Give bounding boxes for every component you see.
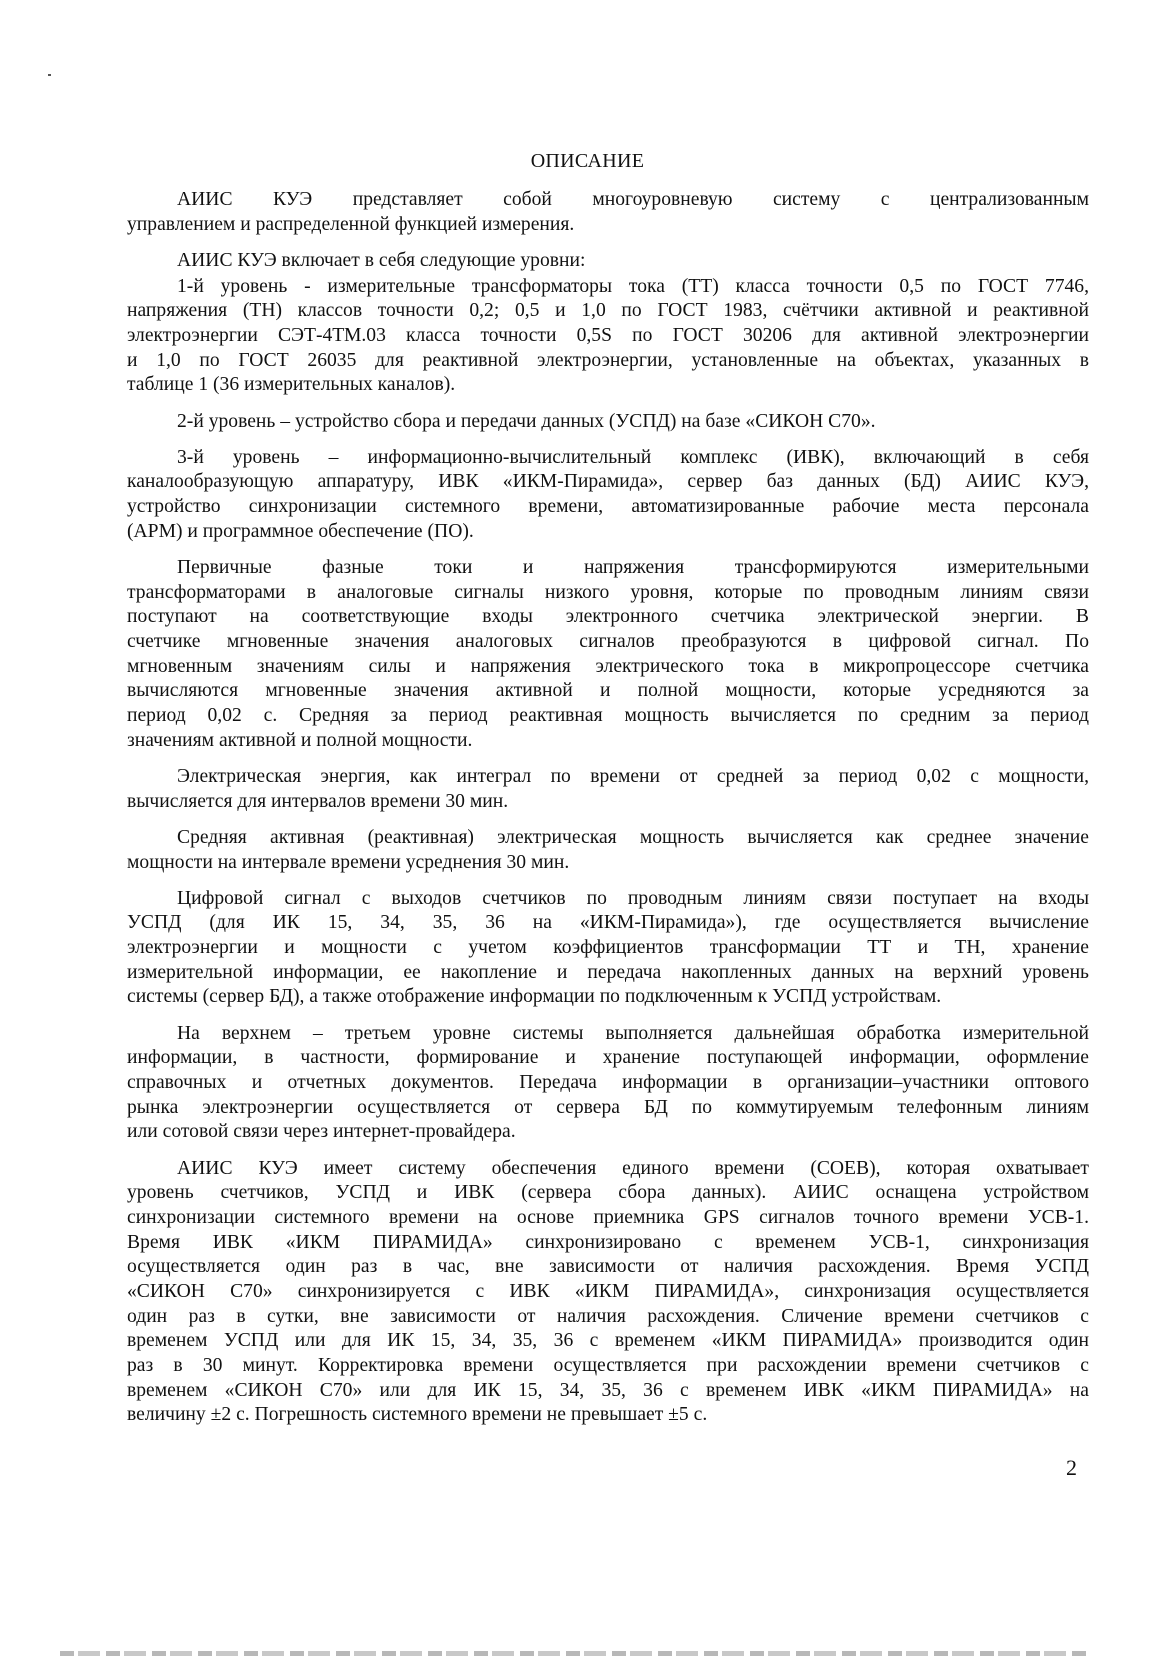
text-line: 2-й уровень – устройство сбора и передачи данных (УСПД) на базе «СИКОН С70». <box>177 410 876 432</box>
paragraph <box>127 275 1089 398</box>
text-line: Первичные фазные токи и напряжения трансформируются измерительными <box>177 556 1089 578</box>
text-line: электроэнергии СЭТ-4ТМ.03 класса точности 0,5S по ГОСТ 30206 для активной электроэнергии <box>127 324 1089 346</box>
text-line: каналообразующую аппаратуру, ИВК «ИКМ-Пирамида», сервер баз данных (БД) АИИС КУЭ, <box>127 471 1089 493</box>
page-number: 2 <box>1066 1455 1077 1480</box>
paragraph <box>127 1022 1089 1145</box>
text-line: информации, в частности, формирование и хранение поступающей информации, оформление <box>127 1047 1089 1069</box>
text-line: измерительной информации, ее накопление и передача накопленных данных на верхний уровень <box>127 961 1089 983</box>
text-line: Электрическая энергия, как интеграл по времени от средней за период 0,02 с мощности, <box>177 765 1089 787</box>
text-line: мгновенным значениям силы и напряжения электрического тока в микропроцессоре счетчика <box>127 655 1089 677</box>
text-line: временем «СИКОН С70» или для ИК 15, 34, 35, 36 с временем ИВК «ИКМ ПИРАМИДА» на <box>127 1379 1089 1401</box>
text-line: вычисляются мгновенные значения активной и полной мощности, которые усредняются за <box>127 680 1089 702</box>
text-line: уровень счетчиков, УСПД и ИВК (сервера сбора данных). АИИС оснащена устройством <box>127 1182 1089 1204</box>
text-line: Время ИВК «ИКМ ПИРАМИДА» синхронизировано с временем УСВ-1, синхронизация <box>127 1231 1089 1253</box>
text-line: трансформаторами в аналоговые сигналы низкого уровня, которые по проводным линиям связи <box>127 581 1089 603</box>
page-title: ОПИСАНИЕ <box>530 150 645 172</box>
paragraph <box>127 1157 1089 1429</box>
text-line: мощности на интервале времени усреднения 30 мин. <box>127 851 570 873</box>
text-line: На верхнем – третьем уровне системы выполняется дальнейшая обработка измерительной <box>177 1022 1089 1044</box>
paragraph <box>127 249 1089 274</box>
text-line: (АРМ) и программное обеспечение (ПО). <box>127 520 474 542</box>
paragraph <box>127 188 1089 237</box>
text-line: электроэнергии и мощности с учетом коэффициентов трансформации ТТ и ТН, хранение <box>127 937 1089 959</box>
document-body <box>127 188 1089 1440</box>
text-line: таблице 1 (36 измерительных каналов). <box>127 374 456 396</box>
text-line: поступают на соответствующие входы электронного счетчика электрической энергии. В <box>127 606 1089 628</box>
paragraph <box>127 446 1089 545</box>
text-line: справочных и отчетных документов. Передача информации в организации–участники оптового <box>127 1072 1089 1093</box>
text-line: АИИС КУЭ имеет систему обеспечения единого времени (СОЕВ), которая охватывает <box>177 1157 1089 1179</box>
text-line: один раз в сутки, вне зависимости от наличия расхождения. Сличение времени счетчиков с <box>127 1305 1089 1327</box>
scan-artifact <box>48 74 51 76</box>
text-line: «СИКОН С70» синхронизируется с ИВК «ИКМ ПИРАМИДА», синхронизация осуществляется <box>127 1281 1089 1302</box>
text-line: системы (сервер БД), а также отображение информации по подключенным к УСПД устройствам. <box>127 986 942 1008</box>
scan-bleed-through <box>60 1651 1090 1656</box>
text-line: значениям активной и полной мощности. <box>127 729 473 751</box>
text-line: АИИС КУЭ включает в себя следующие уровни: <box>177 249 586 271</box>
text-line: Цифровой сигнал с выходов счетчиков по проводным линиям связи поступает на входы <box>177 887 1089 909</box>
paragraph <box>127 826 1089 875</box>
text-line: раз в 30 минут. Корректировка времени осуществляется при расхождении времени счетчиков с <box>127 1355 1089 1377</box>
text-line: период 0,02 с. Средняя за период реактивная мощность вычисляется по средним за период <box>127 705 1089 727</box>
text-line: величину ±2 с. Погрешность системного времени не превышает ±5 с. <box>127 1404 708 1426</box>
paragraph <box>127 887 1089 1010</box>
paragraph <box>127 556 1089 754</box>
text-line: или сотовой связи через интернет-провайдера. <box>127 1121 516 1143</box>
text-line: синхронизации системного времени на основе приемника GPS сигналов точного времени УСВ-1. <box>127 1206 1089 1228</box>
paragraph <box>127 410 1089 435</box>
text-line: Средняя активная (реактивная) электрическая мощность вычисляется как среднее значение <box>177 826 1089 848</box>
text-line: временем УСПД или для ИК 15, 34, 35, 36 с временем «ИКМ ПИРАМИДА» производится один <box>127 1330 1089 1352</box>
text-line: счетчике мгновенные значения аналоговых сигналов преобразуются в цифровой сигнал. По <box>127 631 1089 652</box>
text-line: АИИС КУЭ представляет собой многоуровневую систему с централизованным <box>177 189 1089 210</box>
text-line: УСПД (для ИК 15, 34, 35, 36 на «ИКМ-Пирамида»), где осуществляется вычисление <box>127 912 1089 934</box>
text-line: управлением и распределенной функцией измерения. <box>127 213 575 235</box>
paragraph <box>127 765 1089 814</box>
text-line: устройство синхронизации системного времени, автоматизированные рабочие места персонала <box>127 496 1089 518</box>
text-line: напряжения (ТН) классов точности 0,2; 0,5 и 1,0 по ГОСТ 1983, счётчики активной и реактивной <box>127 300 1089 322</box>
text-line: вычисляется для интервалов времени 30 мин. <box>127 790 509 812</box>
text-line: осуществляется один раз в час, вне зависимости от наличия расхождения. Время УСПД <box>127 1256 1089 1278</box>
text-line: 3-й уровень – информационно-вычислительный комплекс (ИВК), включающий в себя <box>177 446 1089 468</box>
text-line: рынка электроэнергии осуществляется от сервера БД по коммутируемым телефонным линиям <box>127 1096 1089 1118</box>
text-line: и 1,0 по ГОСТ 26035 для реактивной электроэнергии, установленные на объектах, указанных в <box>127 349 1089 371</box>
text-line: 1-й уровень - измерительные трансформаторы тока (ТТ) класса точности 0,5 по ГОСТ 7746, <box>177 275 1089 297</box>
